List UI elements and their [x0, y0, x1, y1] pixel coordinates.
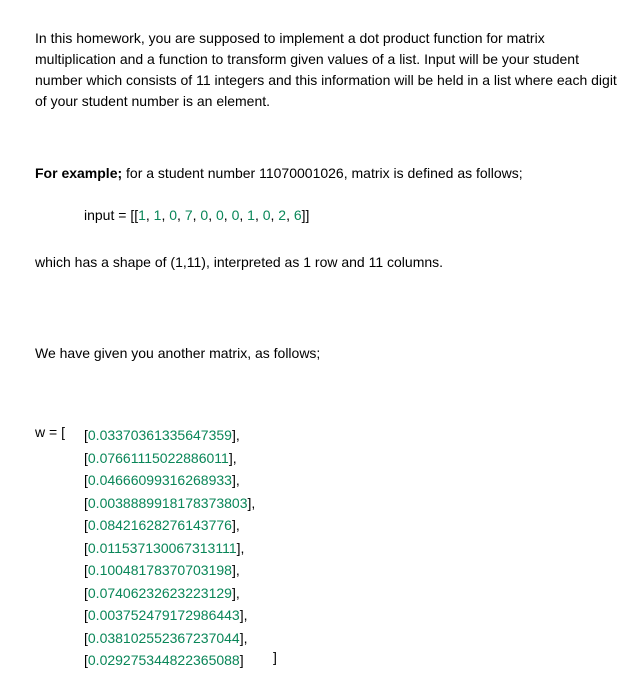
example-bold: For example;: [35, 165, 123, 181]
w-close-bracket: ]: [273, 649, 277, 665]
w-row: [0.038102552367237044],: [84, 629, 248, 646]
w-row: [0.07661115022886011],: [84, 449, 237, 466]
shape-text: which has a shape of (1,11), interpreted as 1 row and 11 columns.: [35, 254, 444, 270]
input-digit: 0: [215, 207, 224, 223]
w-label: w = [: [35, 424, 65, 440]
w-value: 0.0038889918178373803: [87, 494, 248, 511]
w-value: 0.07661115022886011: [87, 449, 229, 466]
w-row: [0.10048178370703198],: [84, 562, 240, 578]
input-close: ]]: [301, 207, 310, 223]
input-label: input = [[: [84, 207, 139, 223]
given-text: We have given you another matrix, as follows;: [35, 345, 321, 361]
w-row: [0.07406232623223129],: [84, 584, 240, 601]
w-value: 0.03370361335647359: [87, 427, 232, 443]
w-value: 0.011537130067313111: [87, 539, 237, 556]
input-digit: 1: [153, 207, 162, 223]
w-value: 0.038102552367237044: [87, 629, 240, 646]
input-matrix: input = [[1, 1, 0, 7, 0, 0, 0, 1, 0, 2, 6]]: [84, 207, 310, 223]
input-digit: 1: [138, 207, 146, 223]
intro-paragraph: In this homework, you are supposed to implement a dot product function for matrix multiplication and a function to transform given values of a list. Input will be your student number which consists of 11 integers and this information will be held in a list where each digit of your student number is an element.: [35, 30, 617, 109]
input-digit: 2: [278, 207, 287, 223]
w-row: [0.011537130067313111],: [84, 539, 245, 556]
w-value: 0.029275344822365088: [87, 652, 240, 668]
example-line: [35, 165, 523, 181]
input-digit: 0: [262, 207, 271, 223]
input-digit: 0: [169, 207, 178, 223]
w-value: 0.08421628276143776: [87, 517, 232, 533]
w-row: [0.08421628276143776],: [84, 517, 240, 533]
w-row: [0.0038889918178373803],: [84, 494, 256, 511]
input-digit: 7: [184, 207, 193, 223]
w-matrix: [84, 424, 255, 672]
w-value: 0.07406232623223129: [87, 584, 232, 601]
w-row: [0.003752479172986443],: [84, 607, 248, 623]
example-text: for a student number 11070001026, matrix is defined as follows;: [122, 165, 523, 181]
w-row: [0.04666099316268933],: [84, 472, 240, 488]
input-digit: 1: [247, 207, 255, 223]
w-value: 0.10048178370703198: [87, 562, 232, 578]
w-row: [0.029275344822365088]: [84, 652, 244, 668]
w-value: 0.003752479172986443: [87, 607, 240, 623]
input-digit: 0: [200, 207, 209, 223]
input-digit: 6: [293, 207, 302, 223]
input-digit: 0: [231, 207, 240, 223]
w-row: [0.03370361335647359],: [84, 427, 240, 443]
w-value: 0.04666099316268933: [87, 472, 232, 488]
